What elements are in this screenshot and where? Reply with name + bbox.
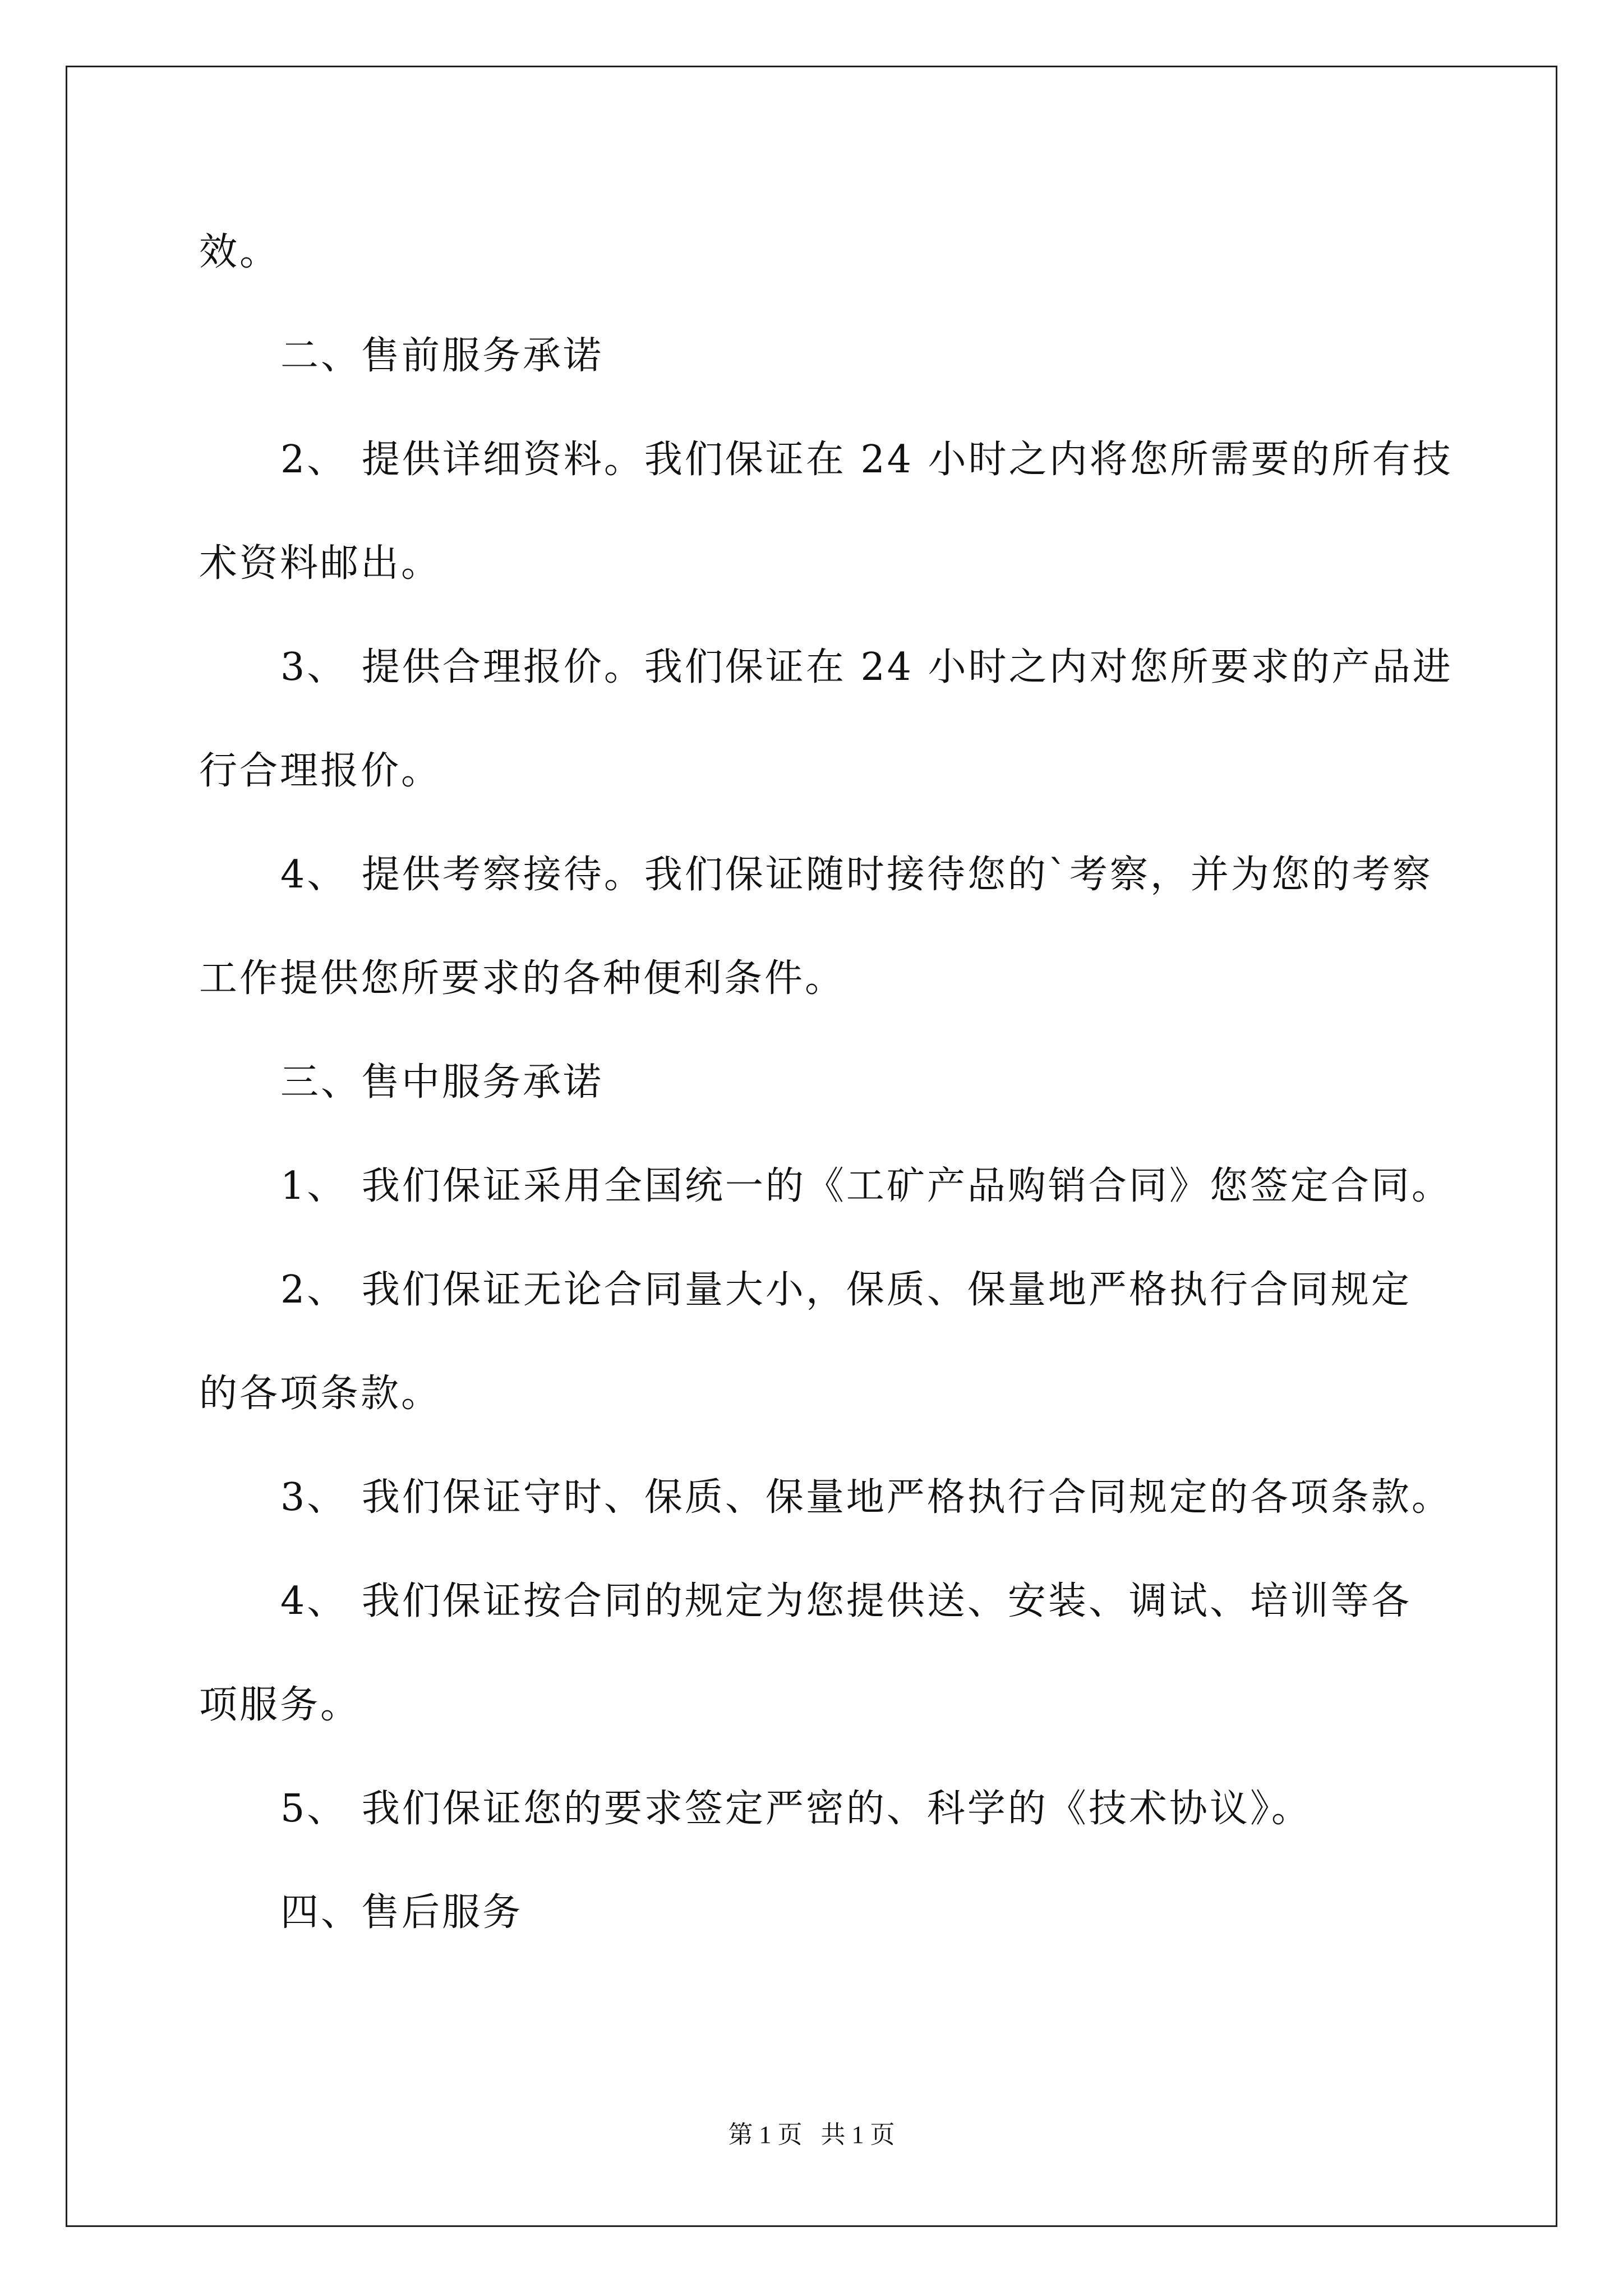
section-heading-aftersale: 四、售后服务 — [280, 1890, 523, 1935]
section-heading-presale: 二、售前服务承诺 — [280, 334, 604, 378]
text-line-6: 行合理报价。 — [199, 749, 442, 793]
text-line-7: 4、 提供考察接待。我们保证随时接待您的`考察，并为您的考察 — [280, 853, 1433, 897]
text-line-14: 4、 我们保证按合同的规定为您提供送、安装、调试、培训等各 — [280, 1579, 1412, 1623]
text-line-1: 效。 — [199, 230, 280, 274]
section-heading-insale: 三、售中服务承诺 — [280, 1060, 604, 1105]
text-line-11: 2、 我们保证无论合同量大小，保质、保量地严格执行合同规定 — [280, 1268, 1412, 1312]
text-line-12: 的各项条款。 — [199, 1372, 442, 1416]
page-footer: 第 1 页 共 1 页 — [728, 2121, 895, 2148]
text-line-3: 2、 提供详细资料。我们保证在 24 小时之内将您所需要的所有技 — [280, 438, 1453, 482]
text-line-10: 1、 我们保证采用全国统一的《工矿产品购销合同》您签定合同。 — [280, 1164, 1452, 1208]
text-line-15: 项服务。 — [199, 1683, 361, 1727]
text-line-5: 3、 提供合理报价。我们保证在 24 小时之内对您所要求的产品进 — [280, 645, 1453, 689]
text-line-16: 5、 我们保证您的要求签定严密的、科学的《技术协议》。 — [280, 1787, 1312, 1831]
text-line-13: 3、 我们保证守时、保质、保量地严格执行合同规定的各项条款。 — [280, 1475, 1452, 1520]
text-line-4: 术资料邮出。 — [199, 541, 442, 586]
text-line-8: 工作提供您所要求的各种便利条件。 — [199, 956, 846, 1001]
